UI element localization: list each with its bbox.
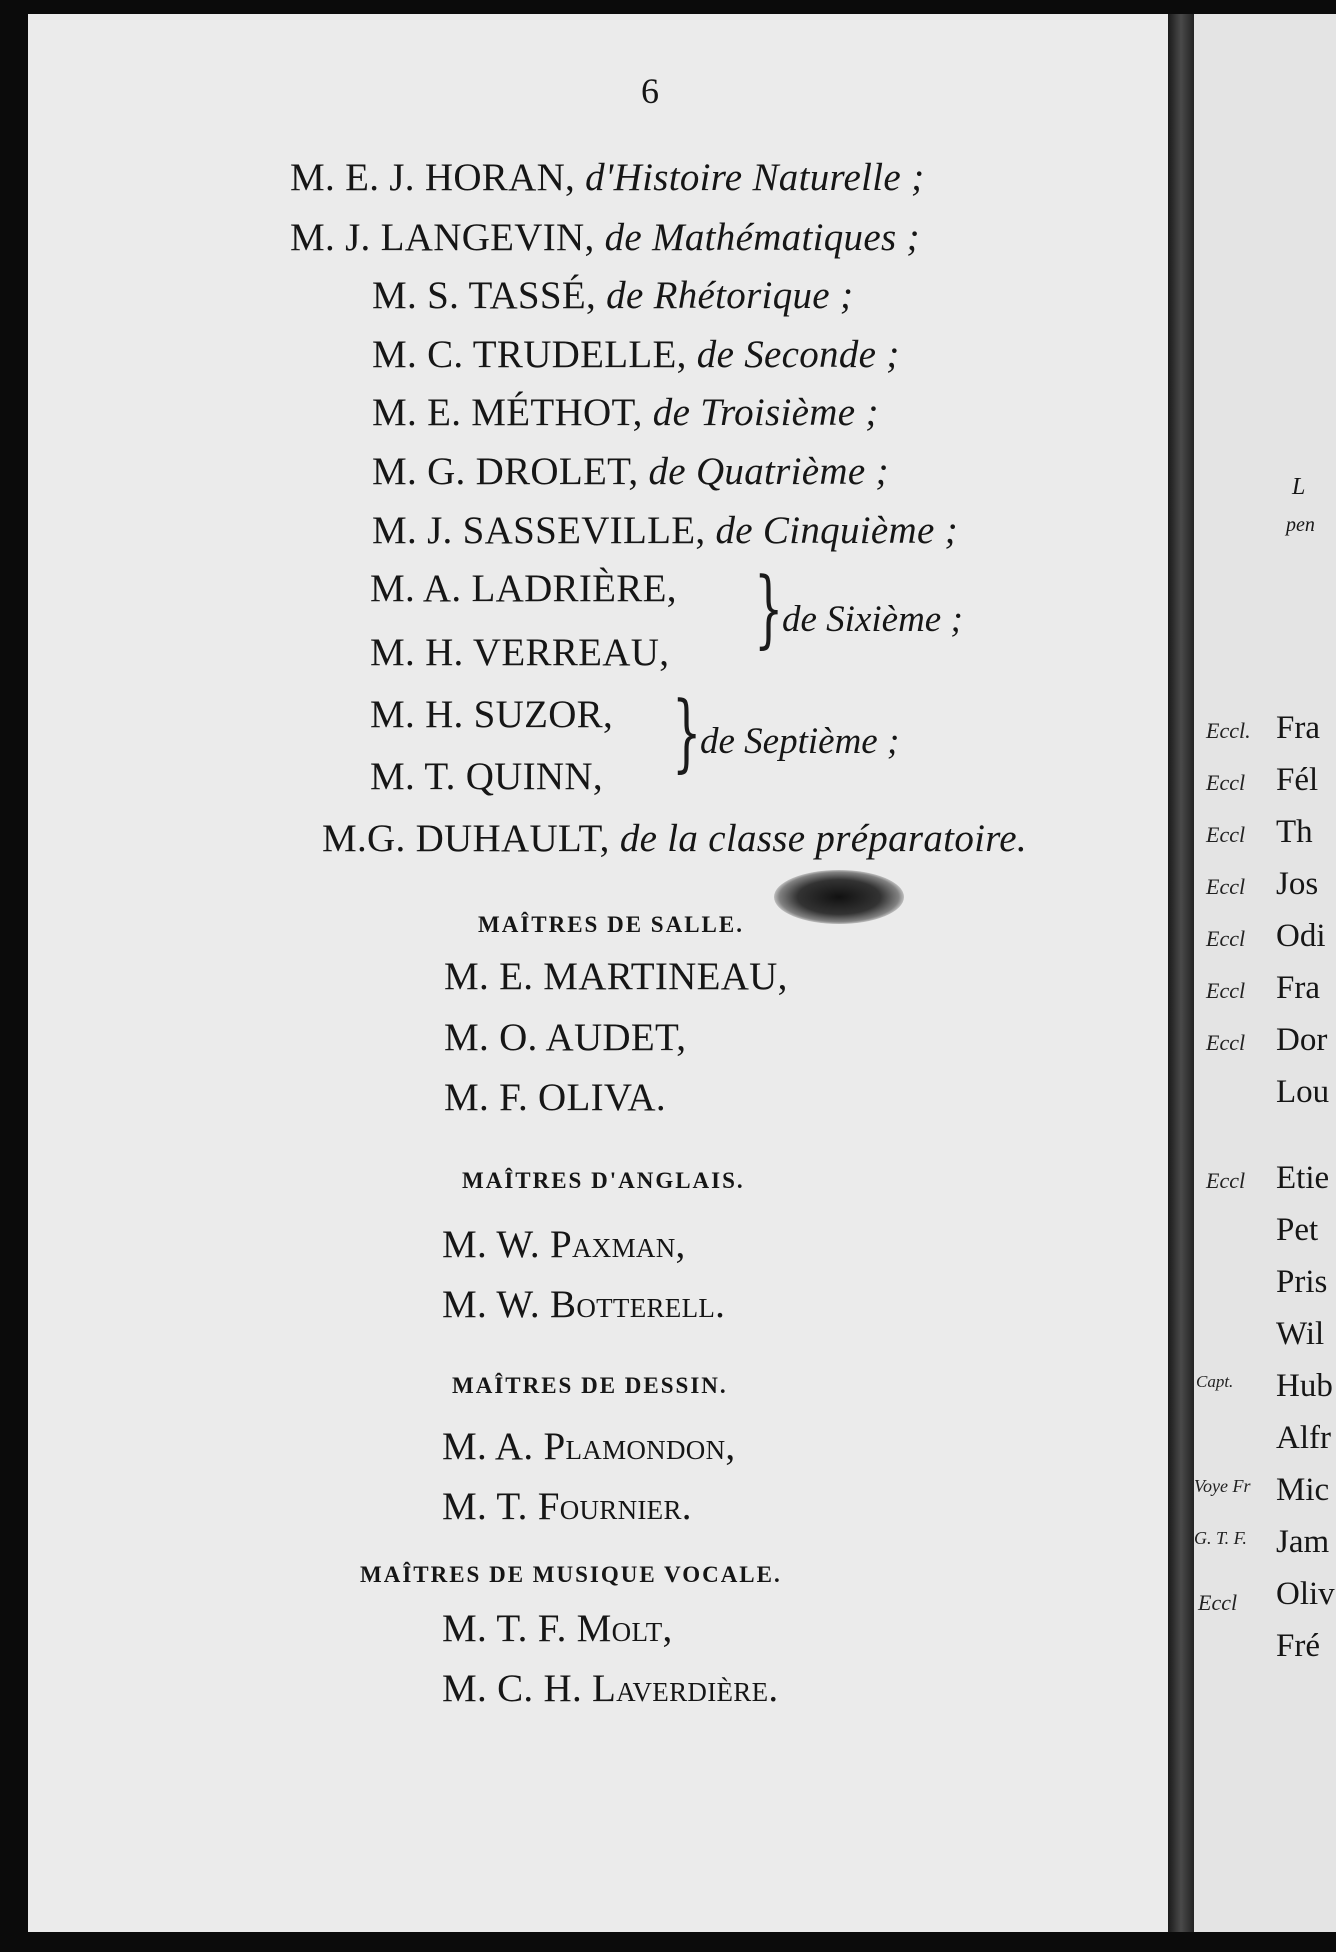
professor-subject: de Mathématiques ; bbox=[604, 216, 920, 259]
next-page-word: Pet bbox=[1276, 1212, 1319, 1248]
professor-name: M. J. LANGEVIN, bbox=[290, 216, 595, 259]
book-page-right-partial bbox=[1194, 14, 1336, 1932]
teacher-name: M. T. F. Molt, bbox=[442, 1607, 673, 1650]
next-page-word: Fra bbox=[1276, 710, 1320, 746]
teacher-name: M. T. Fournier. bbox=[442, 1485, 692, 1528]
professor-entry bbox=[290, 215, 920, 260]
handwritten-note: Capt. bbox=[1196, 1372, 1234, 1391]
professor-name: M. H. SUZOR, bbox=[370, 693, 614, 736]
professor-entry bbox=[372, 390, 879, 435]
page-number: 6 bbox=[641, 71, 659, 111]
professor-name: M. C. TRUDELLE, bbox=[372, 333, 687, 376]
section-heading: MAÎTRES DE SALLE. bbox=[478, 912, 744, 937]
next-page-word: Fra bbox=[1276, 970, 1320, 1006]
professor-subject: d'Histoire Naturelle ; bbox=[585, 156, 925, 199]
ink-smudge bbox=[774, 870, 904, 924]
handwritten-note: Voye Fr bbox=[1194, 1476, 1251, 1496]
handwritten-note: Eccl bbox=[1198, 1590, 1238, 1615]
professor-name: M. E. MÉTHOT, bbox=[372, 391, 643, 434]
professor-name: M. T. QUINN, bbox=[370, 755, 603, 798]
curly-brace-icon: } bbox=[672, 683, 702, 781]
professor-name: M. H. VERREAU, bbox=[370, 631, 670, 674]
professor-name: M.G. DUHAULT, bbox=[322, 817, 610, 860]
professor-subject: de Rhétorique ; bbox=[606, 274, 854, 317]
handwritten-note: Eccl bbox=[1206, 770, 1246, 795]
next-page-header-1: L bbox=[1292, 474, 1306, 500]
next-page-word: Lou bbox=[1276, 1074, 1330, 1110]
section-heading: MAÎTRES DE DESSIN. bbox=[452, 1373, 728, 1398]
section-heading: MAÎTRES DE MUSIQUE VOCALE. bbox=[360, 1562, 782, 1587]
next-page-word: Jos bbox=[1276, 866, 1319, 902]
professor-entry bbox=[372, 449, 889, 494]
professor-subject: de la classe préparatoire. bbox=[619, 817, 1027, 860]
next-page-word: Jam bbox=[1276, 1524, 1330, 1560]
next-page-word: Hub bbox=[1276, 1368, 1333, 1404]
teacher-name: M. W. Paxman, bbox=[442, 1223, 686, 1266]
professor-name: M. J. SASSEVILLE, bbox=[372, 509, 706, 552]
handwritten-note: Eccl bbox=[1206, 1168, 1246, 1193]
next-page-word: Pris bbox=[1276, 1264, 1328, 1300]
next-page-word: Mic bbox=[1276, 1472, 1330, 1508]
professor-subject: de Seconde ; bbox=[696, 333, 900, 376]
teacher-name: M. F. OLIVA. bbox=[444, 1076, 666, 1119]
curly-brace-icon: } bbox=[754, 559, 784, 657]
handwritten-note: Eccl bbox=[1206, 978, 1246, 1003]
handwritten-note: Eccl. bbox=[1206, 718, 1251, 743]
teacher-name: M. E. MARTINEAU, bbox=[444, 955, 788, 998]
professor-name: M. E. J. HORAN, bbox=[290, 156, 576, 199]
professor-subject: de Troisième ; bbox=[652, 391, 879, 434]
next-page-word: Th bbox=[1276, 814, 1313, 850]
teacher-name: M. O. AUDET, bbox=[444, 1016, 687, 1059]
section-heading: MAÎTRES D'ANGLAIS. bbox=[462, 1168, 745, 1193]
next-page-word: Wil bbox=[1276, 1316, 1325, 1352]
next-page-header-2: pen bbox=[1286, 514, 1315, 536]
next-page-word: Dor bbox=[1276, 1022, 1328, 1058]
professor-entry bbox=[372, 332, 900, 377]
group-subject: de Septième ; bbox=[700, 721, 900, 762]
teacher-name: M. A. Plamondon, bbox=[442, 1425, 736, 1468]
next-page-word: Etie bbox=[1276, 1160, 1330, 1196]
next-page-word: Fél bbox=[1276, 762, 1319, 798]
professor-entry bbox=[372, 273, 853, 318]
next-page-word: Oliv bbox=[1276, 1576, 1335, 1612]
professor-name: M. A. LADRIÈRE, bbox=[370, 567, 677, 610]
teacher-name: M. W. Botterell. bbox=[442, 1283, 726, 1326]
professor-entry bbox=[290, 155, 924, 200]
professor-entry bbox=[322, 816, 1027, 861]
next-page-word: Alfr bbox=[1276, 1420, 1331, 1456]
handwritten-note: Eccl bbox=[1206, 874, 1246, 899]
professor-name: M. S. TASSÉ, bbox=[372, 274, 597, 317]
handwritten-note: G. T. F. bbox=[1194, 1528, 1247, 1548]
professor-subject: de Cinquième ; bbox=[715, 509, 958, 552]
group-subject: de Sixième ; bbox=[782, 599, 963, 640]
next-page-word: Odi bbox=[1276, 918, 1326, 954]
professor-entry bbox=[372, 508, 958, 553]
teacher-name: M. C. H. Laverdière. bbox=[442, 1667, 779, 1710]
next-page-word: Fré bbox=[1276, 1628, 1320, 1664]
professor-subject: de Quatrième ; bbox=[648, 450, 889, 493]
handwritten-note: Eccl bbox=[1206, 822, 1246, 847]
handwritten-note: Eccl bbox=[1206, 1030, 1246, 1055]
book-gutter bbox=[1168, 14, 1194, 1932]
professor-name: M. G. DROLET, bbox=[372, 450, 639, 493]
handwritten-note: Eccl bbox=[1206, 926, 1246, 951]
